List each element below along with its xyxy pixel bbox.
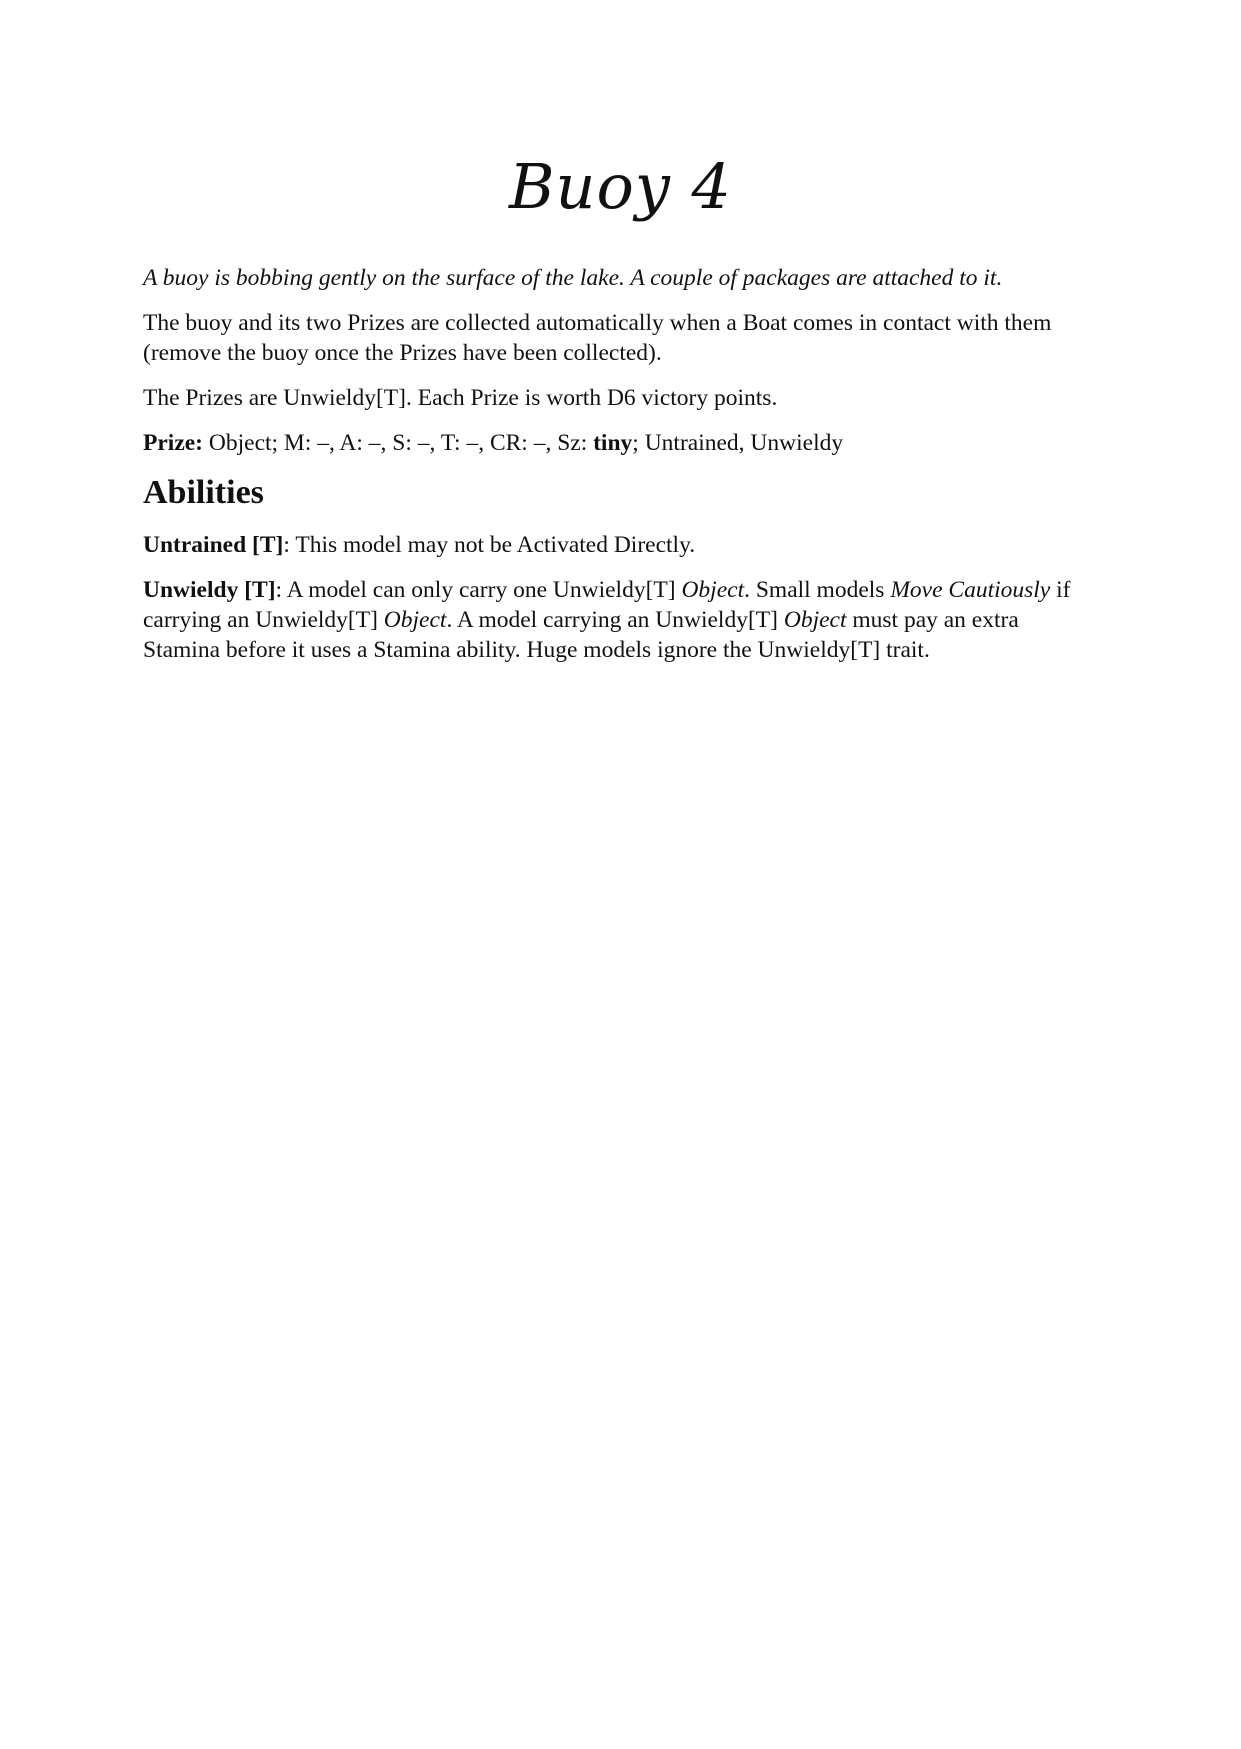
prize-stats: Object; M: –, A: –, S: –, T: –, CR: –, Sz: bbox=[203, 430, 594, 456]
ability-unwieldy-text: if carrying an Unwieldy[T] bbox=[143, 577, 1071, 633]
document-body bbox=[143, 263, 1098, 680]
ability-unwieldy-term: Object bbox=[783, 607, 847, 633]
page-title: Buoy 4 bbox=[509, 150, 732, 223]
ability-untrained bbox=[143, 530, 1098, 560]
prize-stat-line bbox=[143, 428, 1098, 458]
abilities-heading: Abilities bbox=[143, 474, 264, 511]
flavor-text: A buoy is bobbing gently on the surface of the lake. A couple of packages are attached to it. bbox=[143, 265, 1003, 291]
ability-unwieldy-text: . A model carrying an Unwieldy[T] bbox=[446, 607, 784, 633]
prize-size: tiny bbox=[593, 430, 633, 456]
ability-unwieldy-text: . Small models bbox=[744, 577, 891, 603]
ability-unwieldy-term: Object bbox=[383, 607, 447, 633]
ability-untrained-name: Untrained [T] bbox=[143, 532, 284, 558]
rules-paragraph-prizes: The Prizes are Unwieldy[T]. Each Prize is worth D6 victory points. bbox=[143, 385, 778, 411]
rules-paragraph-collection: The buoy and its two Prizes are collected automatically when a Boat comes in contact with them (remove the buoy once the Prizes have been collected). bbox=[143, 310, 1052, 366]
ability-unwieldy bbox=[143, 575, 1098, 665]
ability-unwieldy-name: Unwieldy [T] bbox=[143, 577, 276, 603]
prize-label: Prize: bbox=[143, 430, 204, 456]
ability-unwieldy-term: Move Cautiously bbox=[890, 577, 1051, 603]
ability-unwieldy-text: must pay an extra Stamina before it uses a Stamina ability. Huge models ignore the Unwieldy[T] trait. bbox=[143, 607, 1019, 663]
prize-traits: ; Untrained, Unwieldy bbox=[632, 430, 844, 456]
ability-unwieldy-term: Object bbox=[681, 577, 745, 603]
ability-unwieldy-text: : A model can only carry one Unwieldy[T] bbox=[275, 577, 682, 603]
ability-untrained-text: : This model may not be Activated Directly. bbox=[283, 532, 696, 558]
